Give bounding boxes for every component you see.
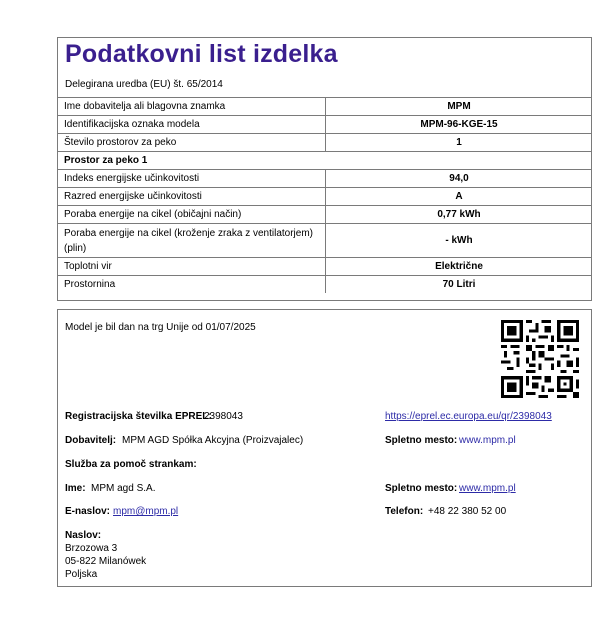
- spec-table: [58, 97, 592, 293]
- supplier-label: Dobavitelj:: [65, 435, 117, 446]
- row-label: Poraba energije na cikel (običajni način): [58, 206, 326, 224]
- table-row: [58, 116, 592, 134]
- email-link[interactable]: mpm@mpm.pl: [113, 506, 179, 517]
- table-row: [58, 206, 592, 224]
- row-value: MPM: [326, 98, 593, 116]
- website-label: Spletno mesto:: [385, 435, 458, 446]
- row-label-line2: (plin): [64, 242, 87, 254]
- table-row: [58, 188, 592, 206]
- product-fiche-table: [57, 37, 592, 301]
- row-label: [58, 224, 326, 258]
- address-line: 05-822 Milanówek: [65, 556, 147, 567]
- website-link[interactable]: www.mpm.pl: [459, 435, 516, 446]
- support-website-link[interactable]: www.mpm.pl: [459, 483, 516, 494]
- name-label: Ime:: [65, 483, 86, 494]
- address-label: Naslov:: [65, 530, 102, 541]
- customer-support-heading: Služba za pomoč strankam:: [65, 459, 197, 470]
- name-value: MPM agd S.A.: [91, 483, 156, 494]
- row-label: Indeks energijske učinkovitosti: [58, 170, 326, 188]
- eprel-number: 2398043: [204, 411, 243, 422]
- row-label: Ime dobavitelja ali blagovna znamka: [58, 98, 326, 116]
- table-row: [58, 134, 592, 152]
- section-label: Prostor za peko 1: [58, 152, 592, 170]
- section-row: [58, 152, 592, 170]
- row-value: 70 Litri: [326, 276, 593, 294]
- row-value: MPM-96-KGE-15: [326, 116, 593, 134]
- row-value: 1: [326, 134, 593, 152]
- row-value: A: [326, 188, 593, 206]
- row-label-line1: Poraba energije na cikel (kroženje zraka z ventilatorjem): [64, 227, 314, 239]
- address-line: Brzozowa 3: [65, 543, 118, 554]
- row-label: Število prostorov za peko: [58, 134, 326, 152]
- table-row: [58, 170, 592, 188]
- row-label: Toplotni vir: [58, 258, 326, 276]
- row-value: - kWh: [326, 224, 593, 258]
- email-label: E-naslov:: [65, 506, 111, 517]
- eprel-label: Registracijska številka EPREL:: [65, 411, 212, 422]
- phone-value: +48 22 380 52 00: [428, 506, 507, 517]
- eprel-link[interactable]: https://eprel.ec.europa.eu/qr/2398043: [385, 411, 552, 422]
- table-row: [58, 98, 592, 116]
- row-value: 0,77 kWh: [326, 206, 593, 224]
- supplier-info-box: [57, 309, 592, 587]
- support-website-label: Spletno mesto:: [385, 483, 458, 494]
- supplier-value: MPM AGD Spółka Akcyjna (Proizvajalec): [122, 435, 304, 446]
- row-value: Električne: [326, 258, 593, 276]
- table-row: [58, 224, 592, 258]
- regulation-reference: Delegirana uredba (EU) št. 65/2014: [65, 79, 223, 90]
- row-label: Prostornina: [58, 276, 326, 294]
- phone-label: Telefon:: [385, 506, 424, 517]
- qr-code-icon[interactable]: [501, 320, 579, 398]
- row-value: 94,0: [326, 170, 593, 188]
- table-row: [58, 276, 592, 294]
- table-row: [58, 258, 592, 276]
- row-label: Identifikacijska oznaka modela: [58, 116, 326, 134]
- market-date: Model je bil dan na trg Unije od 01/07/2025: [65, 322, 256, 333]
- row-label: Razred energijske učinkovitosti: [58, 188, 326, 206]
- page-title: Podatkovni list izdelka: [65, 40, 338, 68]
- address-line: Poljska: [65, 569, 98, 580]
